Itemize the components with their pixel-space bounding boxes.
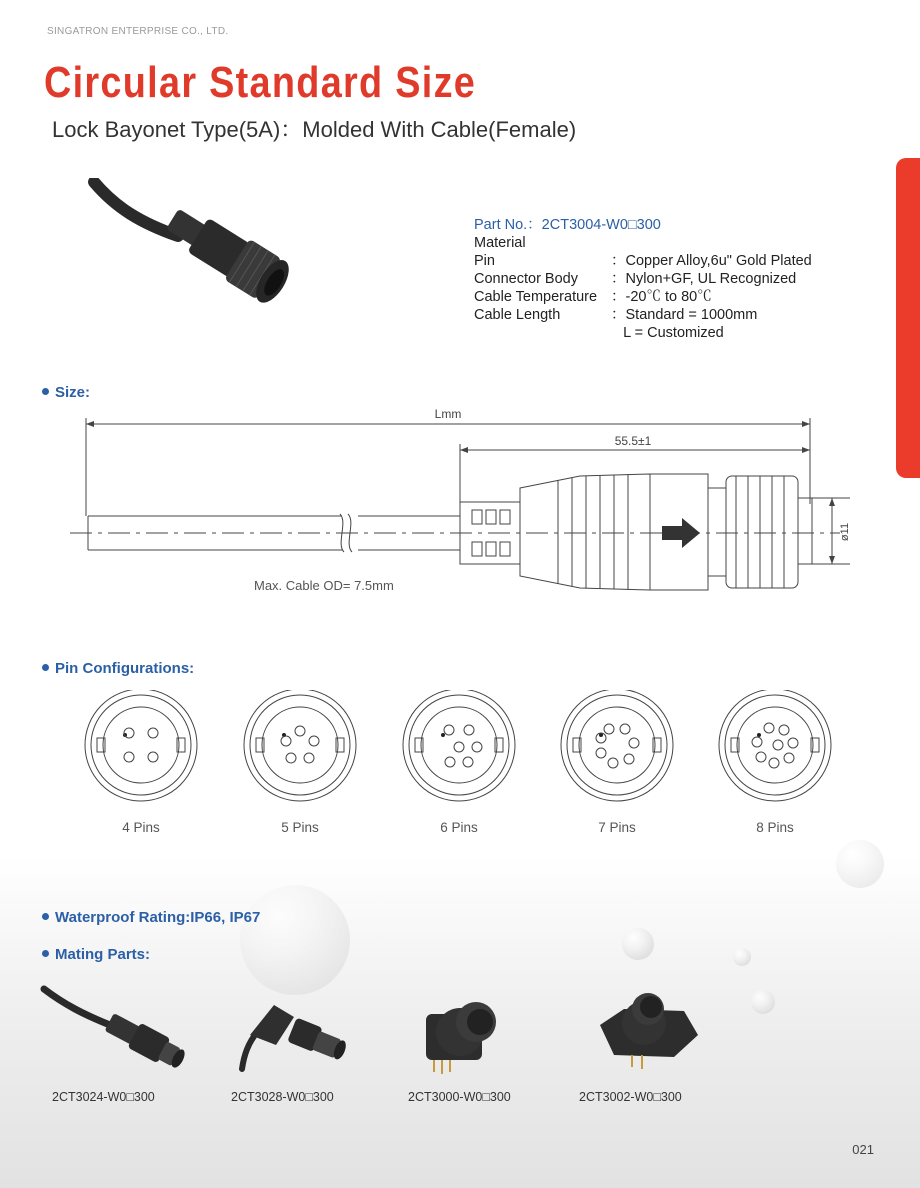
pin-label: 5 Pins [281,820,319,835]
pin-contact [148,728,158,738]
section-size [42,384,90,401]
decorative-bubble [751,990,775,1014]
pin-contact [756,752,766,762]
pin-contact [620,724,630,734]
page-title: Circular Standard Size [44,58,477,107]
dimension-drawing [60,404,860,604]
pin-contact [773,740,783,750]
connector-mid-ring [91,695,191,795]
pin-contact [295,726,305,736]
pin-contact [608,758,618,768]
connector-inner-ring [262,707,338,783]
pin-contact [148,752,158,762]
pin-contact [445,757,455,767]
length-label: Lmm [434,407,462,421]
decorative-bubble [733,948,751,966]
section-pin-config-label: Pin Configurations: [55,660,195,677]
spec-block [474,216,812,342]
spec-key [474,324,611,342]
spec-value: ：Copper Alloy,6u" Gold Plated [611,253,812,269]
connector-inner-ring [421,707,497,783]
mating-part-label: 2CT3024-W0□300 [52,1090,155,1104]
pin-1-marker [757,733,761,737]
spec-row [474,288,812,306]
pin-contact [596,748,606,758]
company-name: SINGATRON ENTERPRISE CO., LTD. [47,26,229,37]
pin-1-marker [441,733,445,737]
mating-part-label: 2CT3000-W0□300 [408,1090,511,1104]
decorative-bubble [240,885,350,995]
mating-part-image [232,995,362,1075]
connector-inner-ring [579,707,655,783]
section-waterproof-label: Waterproof Rating:IP66, IP67 [55,909,261,926]
connector-inner-ring [737,707,813,783]
pin-contact [309,736,319,746]
pin-label: 8 Pins [756,820,794,835]
connector-mid-ring [409,695,509,795]
cable-od-note: Max. Cable OD= 7.5mm [254,578,394,593]
pin-contact [472,742,482,752]
spec-key: Pin [474,253,495,269]
section-pin-config [42,660,194,677]
pin-contact [454,742,464,752]
pin-contact [463,757,473,767]
pin-contact [788,738,798,748]
spec-row [474,234,812,252]
spec-row [474,306,812,324]
pin-contact [784,753,794,763]
connector-mid-ring [250,695,350,795]
mating-part-image [40,985,190,1080]
spec-value: ：-20℃ to 80℃ [611,289,712,305]
section-mating [42,946,150,963]
page-subtitle: Lock Bayonet Type(5A)：Molded With Cable(Female) [52,117,577,142]
spec-key: Cable Temperature [474,289,598,305]
pin-contact [281,736,291,746]
spec-row [474,270,812,288]
pin-contact [779,725,789,735]
pin-contact [124,728,134,738]
spec-key: Connector Body [474,271,578,287]
mating-part-image [418,992,528,1082]
pin-contact [304,753,314,763]
spec-row [474,252,812,270]
bullet-icon [42,664,49,671]
bullet-icon [42,913,49,920]
spec-value: ：Standard = 1000mm [611,307,758,323]
pin-contact [464,725,474,735]
pin-contact [286,753,296,763]
mating-part-image [594,985,704,1075]
pin-contact [624,754,634,764]
bullet-icon [42,950,49,957]
pin-contact [752,737,762,747]
diameter-label: ø11 [839,522,851,542]
pin-contact [629,738,639,748]
connector-mid-ring [725,695,825,795]
connector-inner-ring [103,707,179,783]
pin-label: 6 Pins [440,820,478,835]
connector-mid-ring [567,695,667,795]
section-mating-label: Mating Parts: [55,946,151,963]
pin-label: 4 Pins [122,820,160,835]
pin-contact [444,725,454,735]
pin-diagrams [0,690,920,810]
decorative-bubble [622,928,654,960]
pin-contact [764,723,774,733]
part-number: Part No.：2CT3004-W0□300 [474,217,661,233]
bullet-icon [42,388,49,395]
decorative-bubble [836,840,884,888]
section-waterproof [42,909,260,926]
pin-contact [124,752,134,762]
spec-value: ：Nylon+GF, UL Recognized [611,271,797,287]
spec-key: Material [474,235,526,251]
mating-part-label: 2CT3028-W0□300 [231,1090,334,1104]
mating-part-label: 2CT3002-W0□300 [579,1090,682,1104]
pin-label: 7 Pins [598,820,636,835]
side-tab-marker [896,158,920,478]
pin-contact [769,758,779,768]
product-photo [86,178,296,338]
pin-contact [604,724,614,734]
spec-value: L = Customized [611,325,724,341]
spec-row [474,324,812,342]
connector-length-label: 55.5±1 [614,434,652,448]
page-number: 021 [852,1142,874,1157]
spec-key: Cable Length [474,307,561,323]
section-size-label: Size: [55,384,91,401]
